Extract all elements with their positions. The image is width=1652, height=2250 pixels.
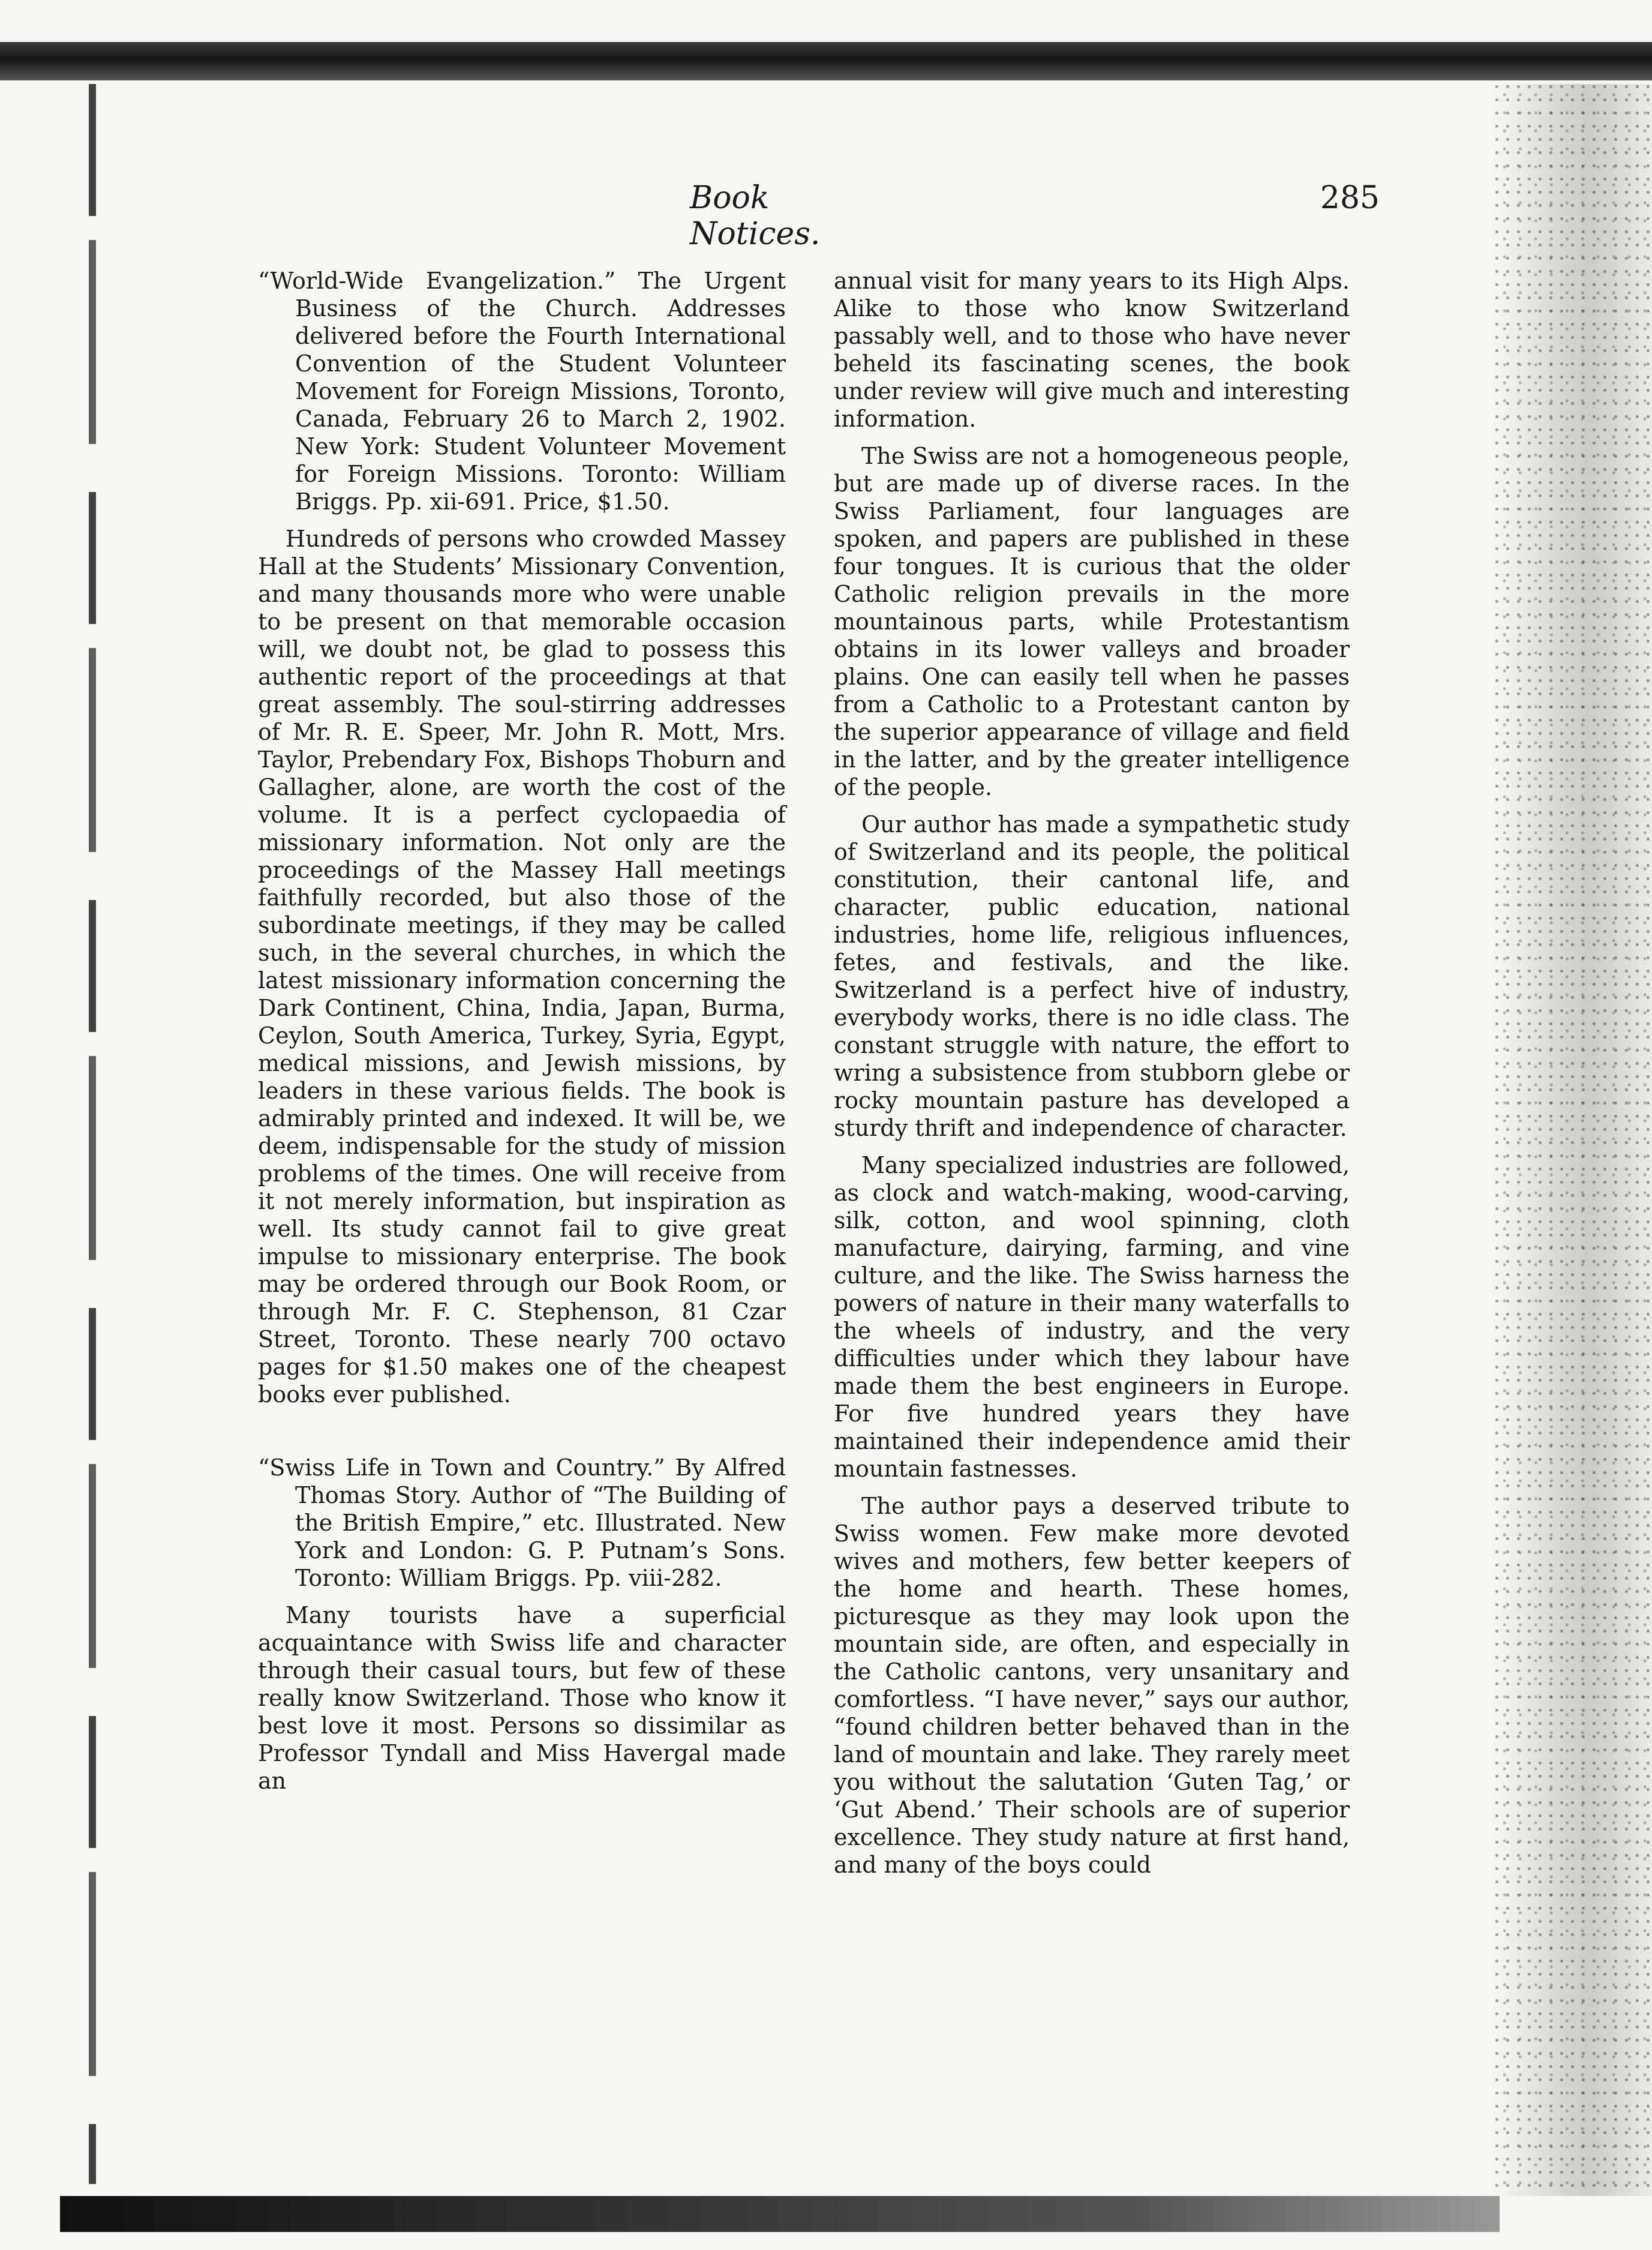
notice-1-header: “World-Wide Evangelization.” The Urgent Business of the Church. Addresses delivered before the Fourth International Convention of the Student Volunteer Movement for Foreign Missions, Toronto, Canada, February 26 to March 2, 1902. New York: Student Volunteer Movement for Foreign Missions. Toronto: William Briggs. Pp. xii-691. Price, $1.50. xyxy=(258,268,786,515)
notice-2-body-continued: annual visit for many years to its High Alps. Alike to those who know Switzerland passably well, and to those who have never beheld its fascinating scenes, the book under review will give much and interesting information. xyxy=(834,268,1350,432)
right-column xyxy=(834,267,1350,1888)
page-number: 285 xyxy=(1320,180,1380,216)
notice-separator xyxy=(258,1418,786,1454)
notice-2-body-start: Many tourists have a superficial acquaintance with Swiss life and character through their casual tours, but few of these really know Switzerland. Those who know it best love it most. Persons so dissimilar as Professor Tyndall and Miss Havergal made an xyxy=(258,1602,786,1794)
paragraph-swiss-peoples: The Swiss are not a homogeneous people, but are made up of diverse races. In the Swiss Parliament, four languages are spoken, and papers are published in these four tongues. It is curious that the older Catholic religion prevails in the more mountainous parts, while Protestantism obtains in its lower valleys and broader plains. One can easily tell when he passes from a Catholic to a Protestant canton by the superior appearance of village and field in the latter, and by the greater intelligence of the people. xyxy=(834,443,1350,800)
notice-2-header: “Swiss Life in Town and Country.” By Alfred Thomas Story. Author of “The Building of the British Empire,” etc. Illustrated. New York and London: G. P. Putnam’s Sons. Toronto: William Briggs. Pp. viii-282. xyxy=(258,1454,786,1591)
left-column xyxy=(258,267,786,1804)
paragraph-industries: Many specialized industries are followed, as clock and watch-making, wood-carving, silk, cotton, and wool spinning, cloth manufacture, dairying, farming, and vine culture, and the like. The Swiss harness the powers of nature in their many waterfalls to the wheels of industry, and the very difficulties under which they labour have made them the best engineers in Europe. For five hundred years they have maintained their independence amid their mountain fastnesses. xyxy=(834,1152,1350,1482)
notice-1-body: Hundreds of persons who crowded Massey Hall at the Students’ Missionary Convention, and many thousands more who were unable to be present on that memorable occasion will, we doubt not, be glad to possess this authentic report of the proceedings at that great assembly. The soul-stirring addresses of Mr. R. E. Speer, Mr. John R. Mott, Mrs. Taylor, Prebendary Fox, Bishops Thoburn and Gallagher, alone, are worth the cost of the volume. It is a perfect cyclopaedia of missionary information. Not only are the proceedings of the Massey Hall meetings faithfully recorded, but also those of the subordinate meetings, if they may be called such, in the several churches, in which the latest missionary information concerning the Dark Continent, China, India, Japan, Burma, Ceylon, South America, Turkey, Syria, Egypt, medical missions, and Jewish missions, by leaders in these various fields. The book is admirably printed and indexed. It will be, we deem, indispensable for the study of mission problems of the times. One will receive from it not merely information, but inspiration as well. Its study cannot fail to give great impulse to missionary enterprise. The book may be ordered through our Book Room, or through Mr. F. C. Stephenson, 81 Czar Street, Toronto. These nearly 700 octavo pages for $1.50 makes one of the cheapest books ever published. xyxy=(258,526,786,1408)
paragraph-author-study: Our author has made a sympathetic study of Switzerland and its people, the political constitution, their cantonal life, and character, public education, national industries, home life, religious influences, fetes, and festivals, and the like. Switzerland is a perfect hive of industry, everybody works, there is no idle class. The constant struggle with nature, the effort to wring a subsistence from stubborn glebe or rocky mountain pasture has developed a sturdy thrift and independence of character. xyxy=(834,811,1350,1141)
running-head: Book Notices. xyxy=(690,180,821,252)
scan-bottom-border xyxy=(60,2196,1500,2232)
scan-left-edge xyxy=(89,84,96,2184)
scan-right-edge-noise xyxy=(1494,84,1652,2196)
scan-top-border xyxy=(0,42,1652,80)
paragraph-swiss-women: The author pays a deserved tribute to Swiss women. Few make more devoted wives and mothers, few better keepers of the home and hearth. These homes, picturesque as they may look upon the mountain side, are often, and especially in the Catholic cantons, very unsanitary and comfortless. “I have never,” says our author, “found children better behaved than in the land of mountain and lake. They rarely meet you without the salutation ‘Guten Tag,’ or ‘Gut Abend.’ Their schools are of superior excellence. They study nature at first hand, and many of the boys could xyxy=(834,1493,1350,1878)
